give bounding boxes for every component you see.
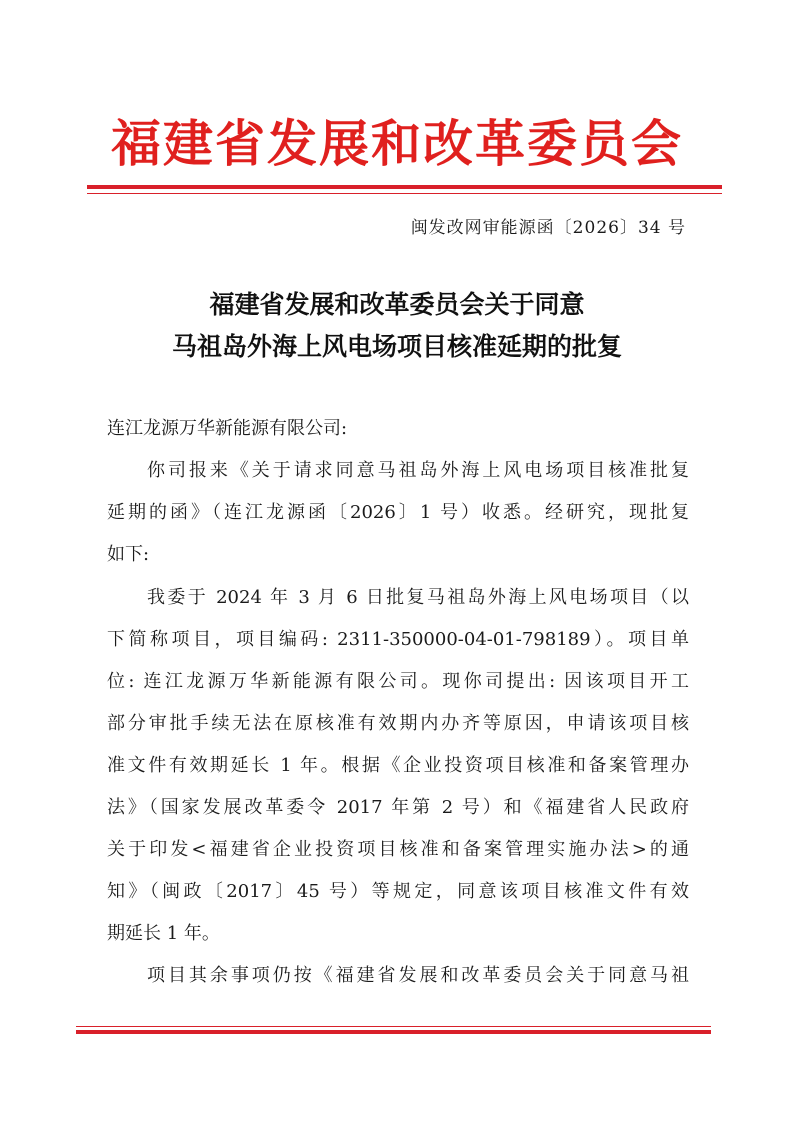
body-line: 部分审批手续无法在原核准有效期内办齐等原因，申请该项目核: [107, 713, 689, 734]
document-title-line-2: 马祖岛外海上风电场项目核准延期的批复: [171, 332, 622, 361]
body-line: 项目其余事项仍按《福建省发展和改革委员会关于同意马祖: [147, 965, 689, 986]
body-line: 延期的函》（连江龙源函〔2026〕1 号）收悉。经研究，现批复: [107, 502, 689, 523]
addressee: 连江龙源万华新能源有限公司:: [107, 418, 348, 439]
letterhead-rule-thin: [87, 193, 722, 194]
letterhead-title: 福建省发展和改革委员会: [111, 114, 683, 173]
body-line: 关于印发<福建省企业投资项目核准和备案管理实施办法>的通: [107, 839, 689, 860]
letterhead-rule-thick: [87, 185, 722, 189]
body-line: 位: 连江龙源万华新能源有限公司。现你司提出: 因该项目开工: [107, 671, 689, 692]
body-line: 我委于 2024 年 3 月 6 日批复马祖岛外海上风电场项目（以: [147, 587, 689, 608]
document-title-line-1: 福建省发展和改革委员会关于同意: [209, 290, 585, 319]
body-line: 下简称项目，项目编码: 2311-350000-04-01-798189）。项目单: [107, 629, 689, 650]
body-line: 准文件有效期延长 1 年。根据《企业投资项目核准和备案管理办: [107, 755, 689, 776]
body-line: 你司报来《关于请求同意马祖岛外海上风电场项目核准批复: [147, 460, 689, 481]
document-number: 闽发改网审能源函〔2026〕34 号: [410, 218, 686, 238]
body-line: 知》（闽政〔2017〕45 号）等规定，同意该项目核准文件有效: [107, 881, 689, 902]
body-line: 期延长 1 年。: [107, 923, 220, 944]
footer-rule-thick: [76, 1030, 711, 1034]
footer-rule-thin: [76, 1026, 711, 1027]
body-line: 法》（国家发展改革委令 2017 年第 2 号）和《福建省人民政府: [107, 797, 689, 818]
body-line: 如下:: [107, 544, 150, 565]
